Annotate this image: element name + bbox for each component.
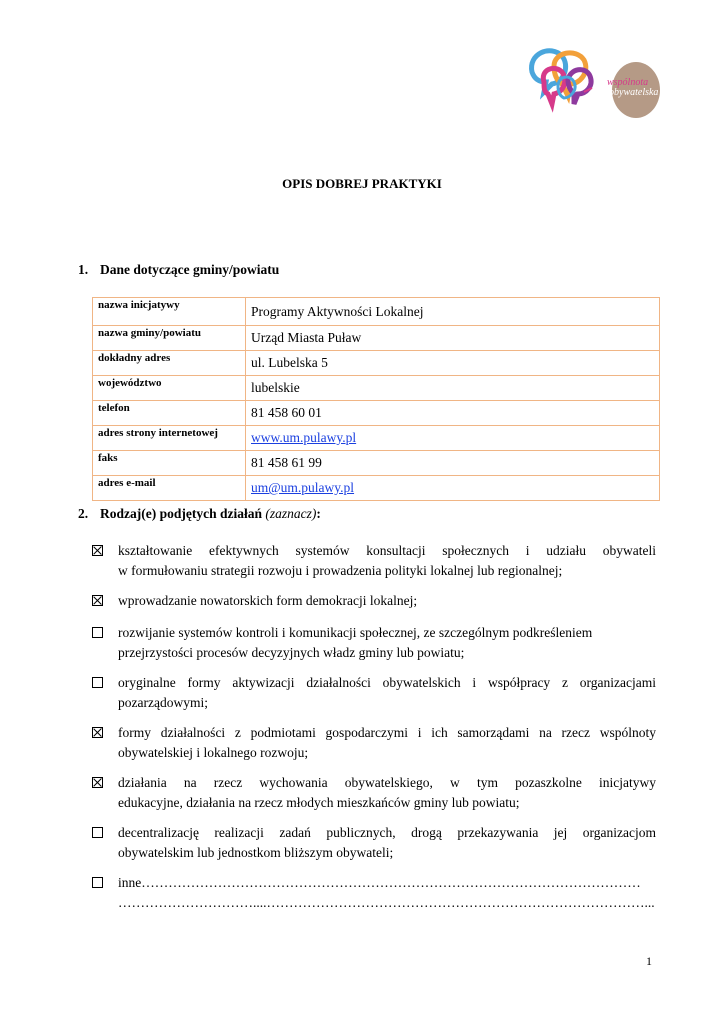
option-item (92, 673, 656, 713)
option-line2: pozarządowymi; (118, 695, 208, 710)
checked-checkbox-icon[interactable] (92, 777, 103, 788)
table-row (93, 298, 660, 326)
row-key: faks (93, 451, 246, 476)
section1-heading (78, 262, 279, 278)
option-item (92, 873, 656, 913)
page-number: 1 (646, 954, 652, 968)
row-key: adres strony internetowej (93, 426, 246, 451)
row-key: nazwa inicjatywy (93, 298, 246, 326)
option-line2: edukacyjne, działania na rzecz młodych mieszkańców gminy lub powiatu; (118, 795, 520, 810)
section1-title: Dane dotyczące gminy/powiatu (100, 262, 280, 277)
logo (524, 42, 660, 122)
checked-checkbox-icon[interactable] (92, 545, 103, 556)
row-key: adres e-mail (93, 476, 246, 501)
info-table (92, 297, 660, 501)
document-title: OPIS DOBREJ PRAKTYKI (282, 176, 442, 191)
row-value: 81 458 61 99 (246, 451, 660, 476)
option-line1: formy działalności z podmiotami gospodarczymi i ich samorządami na rzecz wspólnoty (118, 725, 656, 740)
row-key: województwo (93, 376, 246, 401)
option-item (92, 773, 656, 813)
section2-heading (78, 506, 321, 522)
row-value (246, 426, 660, 451)
row-value: ul. Lubelska 5 (246, 351, 660, 376)
checked-checkbox-icon[interactable] (92, 595, 103, 606)
row-key: telefon (93, 401, 246, 426)
option-line1: inne………………………………………………………………………………………………… (118, 875, 641, 890)
section1-number: 1. (78, 262, 89, 277)
table-row (93, 326, 660, 351)
table-row (93, 376, 660, 401)
option-item (92, 723, 656, 763)
option-line1: wprowadzanie nowatorskich form demokracji lokalnej; (118, 593, 418, 608)
email-link[interactable]: um@um.pulawy.pl (251, 480, 355, 495)
section2-number: 2. (78, 506, 89, 521)
row-value (246, 476, 660, 501)
option-line2: w formułowaniu strategii rozwoju i prowadzenia polityki lokalnej lub regionalnej; (118, 563, 563, 578)
option-item (92, 591, 656, 611)
option-line2: przejrzystości procesów decyzyjnych władz gminy lub powiatu; (118, 645, 465, 660)
option-item (92, 541, 656, 581)
row-key: nazwa gminy/powiatu (93, 326, 246, 351)
logo-text (607, 78, 658, 98)
option-line2: obywatelskiej i lokalnego rozwoju; (118, 745, 309, 760)
section2-note: (zaznacz) (265, 506, 317, 521)
checked-checkbox-icon[interactable] (92, 727, 103, 738)
option-line1: decentralizację realizacji zadań publicznych, drogą przekazywania jej organizacjom (118, 825, 656, 840)
option-line1: rozwijanie systemów kontroli i komunikacji społecznej, ze szczególnym podkreśleniem (118, 625, 593, 640)
section2-title: Rodzaj(e) podjętych działań (100, 506, 262, 521)
option-item (92, 823, 656, 863)
table-row (93, 476, 660, 501)
option-line2: obywatelskim lub jednostkom bliższym obywateli; (118, 845, 394, 860)
option-line2: …………………………....…………………………………………………………………………... (118, 895, 655, 910)
table-row (93, 351, 660, 376)
unchecked-checkbox-icon[interactable] (92, 627, 103, 638)
website-link[interactable]: www.um.pulawy.pl (251, 430, 357, 445)
row-value: lubelskie (246, 376, 660, 401)
row-value: Urząd Miasta Puław (246, 326, 660, 351)
unchecked-checkbox-icon[interactable] (92, 827, 103, 838)
option-line1: oryginalne formy aktywizacji działalności obywatelskich i współpracy z organizacjami (118, 675, 656, 690)
table-row (93, 426, 660, 451)
unchecked-checkbox-icon[interactable] (92, 677, 103, 688)
table-row (93, 401, 660, 426)
logo-line1: wspólnota (607, 77, 649, 88)
option-item (92, 623, 656, 663)
logo-line2: obywatelska (609, 87, 659, 98)
option-line1: działania na rzecz wychowania obywatelskiego, w tym pozaszkolne inicjatywy (118, 775, 656, 790)
table-row (93, 451, 660, 476)
row-value: Programy Aktywności Lokalnej (246, 298, 660, 326)
unchecked-checkbox-icon[interactable] (92, 877, 103, 888)
section2-colon: : (316, 506, 321, 521)
row-key: dokładny adres (93, 351, 246, 376)
row-value: 81 458 60 01 (246, 401, 660, 426)
option-line1: kształtowanie efektywnych systemów konsultacji społecznych i udziału obywateli (118, 543, 656, 558)
